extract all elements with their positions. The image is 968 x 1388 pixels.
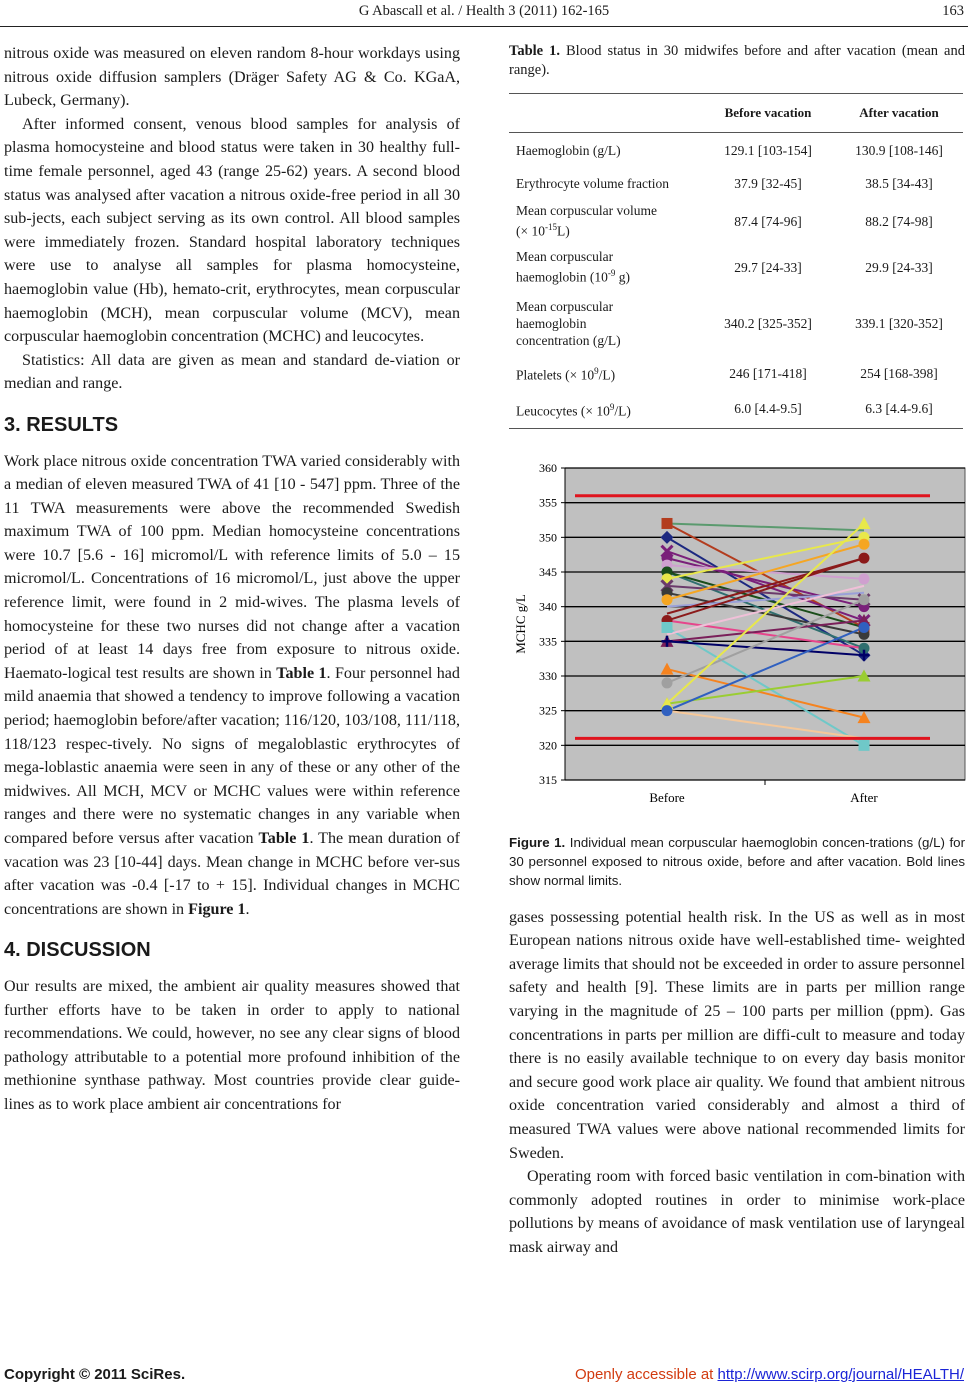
text-run: . Four personnel had mild anaemia that showed a tendency to improve following a vacation period; haemoglobin before/after vacation; 116/120, 103/108, 111/118, 118/123 respec-tively. No signs of megaloblastic erythrocytes of mega-loblastic anaemia were seen in any of these or any other of the midwives. All MCH, MCV or MCHC values were within reference ranges and there were no systematic changes in any variable when compared before versus after vacation — [4, 664, 460, 847]
table-row — [509, 198, 963, 244]
data-point — [859, 739, 870, 750]
y-tick-label: 330 — [539, 668, 557, 683]
y-tick-label: 345 — [539, 564, 557, 579]
mchc-line-chart — [509, 456, 968, 820]
data-point — [662, 594, 673, 605]
label-line: L) — [556, 223, 570, 239]
data-point — [662, 518, 673, 529]
page-number: 163 — [942, 3, 964, 19]
after-value: 130.9 [108-146] — [855, 142, 943, 158]
data-point — [662, 622, 673, 633]
table-header-cell: After vacation — [835, 94, 963, 133]
label-line: concentration (g/L) — [516, 332, 621, 348]
label-superscript: 9 — [609, 401, 615, 412]
before-value: 340.2 [325-352] — [724, 315, 812, 331]
figure-caption-label: Figure 1. — [509, 834, 566, 850]
data-point — [859, 552, 870, 563]
after-value: 88.2 [74-98] — [865, 213, 933, 229]
paragraph: Our results are mixed, the ambient air quality measures showed that further efforts have to be taken in order to apply to national recommendations. We could, however, no see any clear signs of blood pathology attributable to a potential more profound inhibition of the methionine synthase pathway. Most countries provide clear guide-lines as to work place ambient air concentrations for — [4, 977, 460, 1113]
before-value: 6.0 [4.4-9.5] — [701, 390, 835, 428]
row-label: Erythrocyte volume fraction — [516, 175, 669, 191]
row-label — [509, 198, 701, 244]
data-point — [859, 622, 870, 633]
label-line: Mean corpuscular volume — [516, 203, 657, 219]
y-tick-label: 335 — [539, 633, 557, 648]
label-line: g) — [615, 269, 630, 285]
paragraph: After informed consent, venous blood samples for analysis of plasma homocysteine and blood status were taken in 30 healthy full-time female personnel, aged 43 (range 25-62) years. A second blood status was analysed after vacation a nitrous oxide-free period in all 30 sub-jects, each subject serving as its own control. All blood samples were immediately frozen. Standard hospital laboratory techniques were use to analyse all samples for plasma homocysteine, haemoglobin value (Hb), hemato-crit, erythrocytes, mean corpuscular haemoglobin (MCH), mean corpuscular volume (MCV), mean corpuscular haemoglobin concentration (MCHC) and leucocytes. — [4, 115, 460, 346]
x-tick-label: Before — [649, 789, 685, 805]
y-tick-label: 360 — [539, 460, 557, 475]
copyright: Copyright © 2011 SciRes. — [4, 1366, 186, 1383]
data-point — [859, 538, 870, 549]
row-label: Haemoglobin (g/L) — [516, 142, 621, 158]
y-tick-label: 355 — [539, 495, 557, 510]
data-point — [859, 573, 870, 584]
label-line: haemoglobin (10 — [516, 269, 608, 285]
label-superscript: -9 — [607, 268, 616, 279]
row-label — [509, 356, 701, 390]
open-access-text: Openly accessible at — [574, 1366, 718, 1383]
running-title: G Abascall et al. / Health 3 (2011) 162-165 — [358, 3, 610, 19]
section-heading-results: 3. RESULTS — [4, 413, 119, 436]
y-tick-label: 340 — [539, 599, 557, 614]
section-heading-discussion: 4. DISCUSSION — [4, 939, 151, 962]
table-reference: Table 1 — [258, 830, 310, 847]
row-label — [509, 244, 701, 290]
before-value: 87.4 [74-96] — [734, 213, 802, 229]
y-tick-label: 350 — [539, 529, 557, 544]
journal-link[interactable]: http://www.scirp.org/journal/HEALTH/ — [717, 1366, 964, 1383]
label-line: /L) — [598, 367, 616, 383]
figure-1 — [509, 456, 968, 820]
label-superscript: -15 — [544, 222, 557, 233]
label-superscript: 9 — [594, 365, 599, 376]
table-row — [509, 356, 963, 390]
text-run: Work place nitrous oxide concentration TWA varied considerably with a median of eleven measured TWA of 41 [10 - 547] ppm. Three of the 11 TWA measurements were above the recommended Swedish maximum TWA of 100 ppm. Median homocysteine concentrations were 10.7 [5.6 - 16] micromol/L with reference limits of 5.0 – 15 micromol/L. Concentrations of 16 micromol/L, just above the upper reference limit, were found in 2 mid-wives. The plasma levels of homocysteine for these two nurses did not change after a vacation period of at least 14 days free from exposure to nitrous oxide. Haemato-logical test results are shown in — [4, 452, 460, 682]
table-row — [509, 132, 963, 168]
table-header-row — [509, 94, 963, 133]
paragraph: gases possessing potential health risk. In the US as well as in most European nations nitrous oxide have well-established time- weighted average limits that should not be exceeded in order to assure personnel safety and health [9]. These limits are in parts per million range varying in the magnitude of 25 – 100 parts per million (ppm). Gas concentrations in parts per million are diffi-cult to measure and today there is no easily available technique to on every day basis monitor and secure good work place air quality. We found that ambient nitrous oxide concentration varied considerably and almost a third of measured TWA values were above national recommended limits for Sweden. — [509, 908, 965, 1162]
paragraph: Statistics: All data are given as mean and standard de-viation or median and range. — [4, 351, 460, 393]
header-rule — [0, 26, 968, 27]
paragraph — [4, 450, 460, 922]
paragraph: Operating room with forced basic ventilation in com-bination with commonly adopted routines in order to minimise work-place pollutions by means of avoidance of mask ventilation use of laryngeal mask airway and — [509, 1168, 965, 1256]
before-value: 129.1 [103-154] — [724, 142, 812, 158]
running-header — [0, 3, 968, 23]
figure-caption-text: Individual mean corpuscular haemoglobin concen-trations (g/L) for 30 personnel exposed to nitrous oxide, before and after vacation. Bold lines show normal limits. — [509, 834, 965, 888]
label-line: haemoglobin — [516, 315, 587, 331]
after-value: 339.1 [320-352] — [855, 315, 943, 331]
y-tick-label: 315 — [539, 772, 557, 787]
before-value: 29.7 [24-33] — [734, 259, 802, 275]
table-caption — [509, 42, 965, 80]
data-point — [662, 677, 673, 688]
row-label — [509, 290, 701, 356]
table-row — [509, 244, 963, 290]
open-access-note — [575, 1366, 964, 1383]
table-caption-text: Blood status in 30 midwifes before and after vacation (mean and range). — [509, 43, 965, 78]
data-point — [662, 705, 673, 716]
label-line: Mean corpuscular — [516, 298, 614, 314]
table-header-cell: Before vacation — [701, 94, 835, 133]
figure-reference: Figure 1 — [188, 900, 246, 918]
y-tick-label: 325 — [539, 703, 557, 718]
before-value: 37.9 [32-45] — [734, 175, 802, 191]
label-line: Platelets (× 10 — [516, 367, 595, 383]
blood-status-table — [509, 93, 963, 429]
after-value: 6.3 [4.4-9.6] — [835, 390, 963, 428]
right-column — [509, 42, 965, 1260]
label-line: (× 10 — [516, 223, 545, 239]
y-tick-label: 320 — [539, 737, 557, 752]
table-row — [509, 390, 963, 428]
table-header-cell — [509, 94, 701, 133]
plot-area — [565, 468, 965, 780]
table-row — [509, 168, 963, 198]
after-value: 254 [168-398] — [860, 365, 938, 381]
label-line: Mean corpuscular — [516, 249, 614, 265]
text-run: . The mean duration of vacation was 23 [10-44] days. Mean change in MCHC before ver-sus after vacation was -0.4 [-17 to + 15]. Individual changes in MCHC concentrations are shown in — [4, 830, 460, 918]
label-line: Leucocytes (× 10 — [516, 403, 610, 419]
table-caption-label: Table 1. — [509, 43, 560, 59]
y-axis-label: MCHC g/L — [513, 593, 528, 654]
after-value: 29.9 [24-33] — [865, 259, 933, 275]
row-label — [509, 390, 701, 428]
after-value: 38.5 [34-43] — [865, 175, 933, 191]
left-column — [4, 42, 460, 1117]
paragraph: nitrous oxide was measured on eleven random 8-hour workdays using nitrous oxide diffusion samplers (Dräger Safety AG & Co. KGaA, Lubeck, Germany). — [4, 45, 460, 110]
text-run: . — [245, 900, 250, 918]
figure-caption — [509, 833, 965, 890]
x-tick-label: After — [850, 789, 878, 805]
data-point — [859, 594, 870, 605]
table-row — [509, 290, 963, 356]
table-reference: Table 1 — [276, 664, 327, 682]
before-value: 246 [171-418] — [729, 365, 807, 381]
label-line: /L) — [614, 403, 631, 419]
